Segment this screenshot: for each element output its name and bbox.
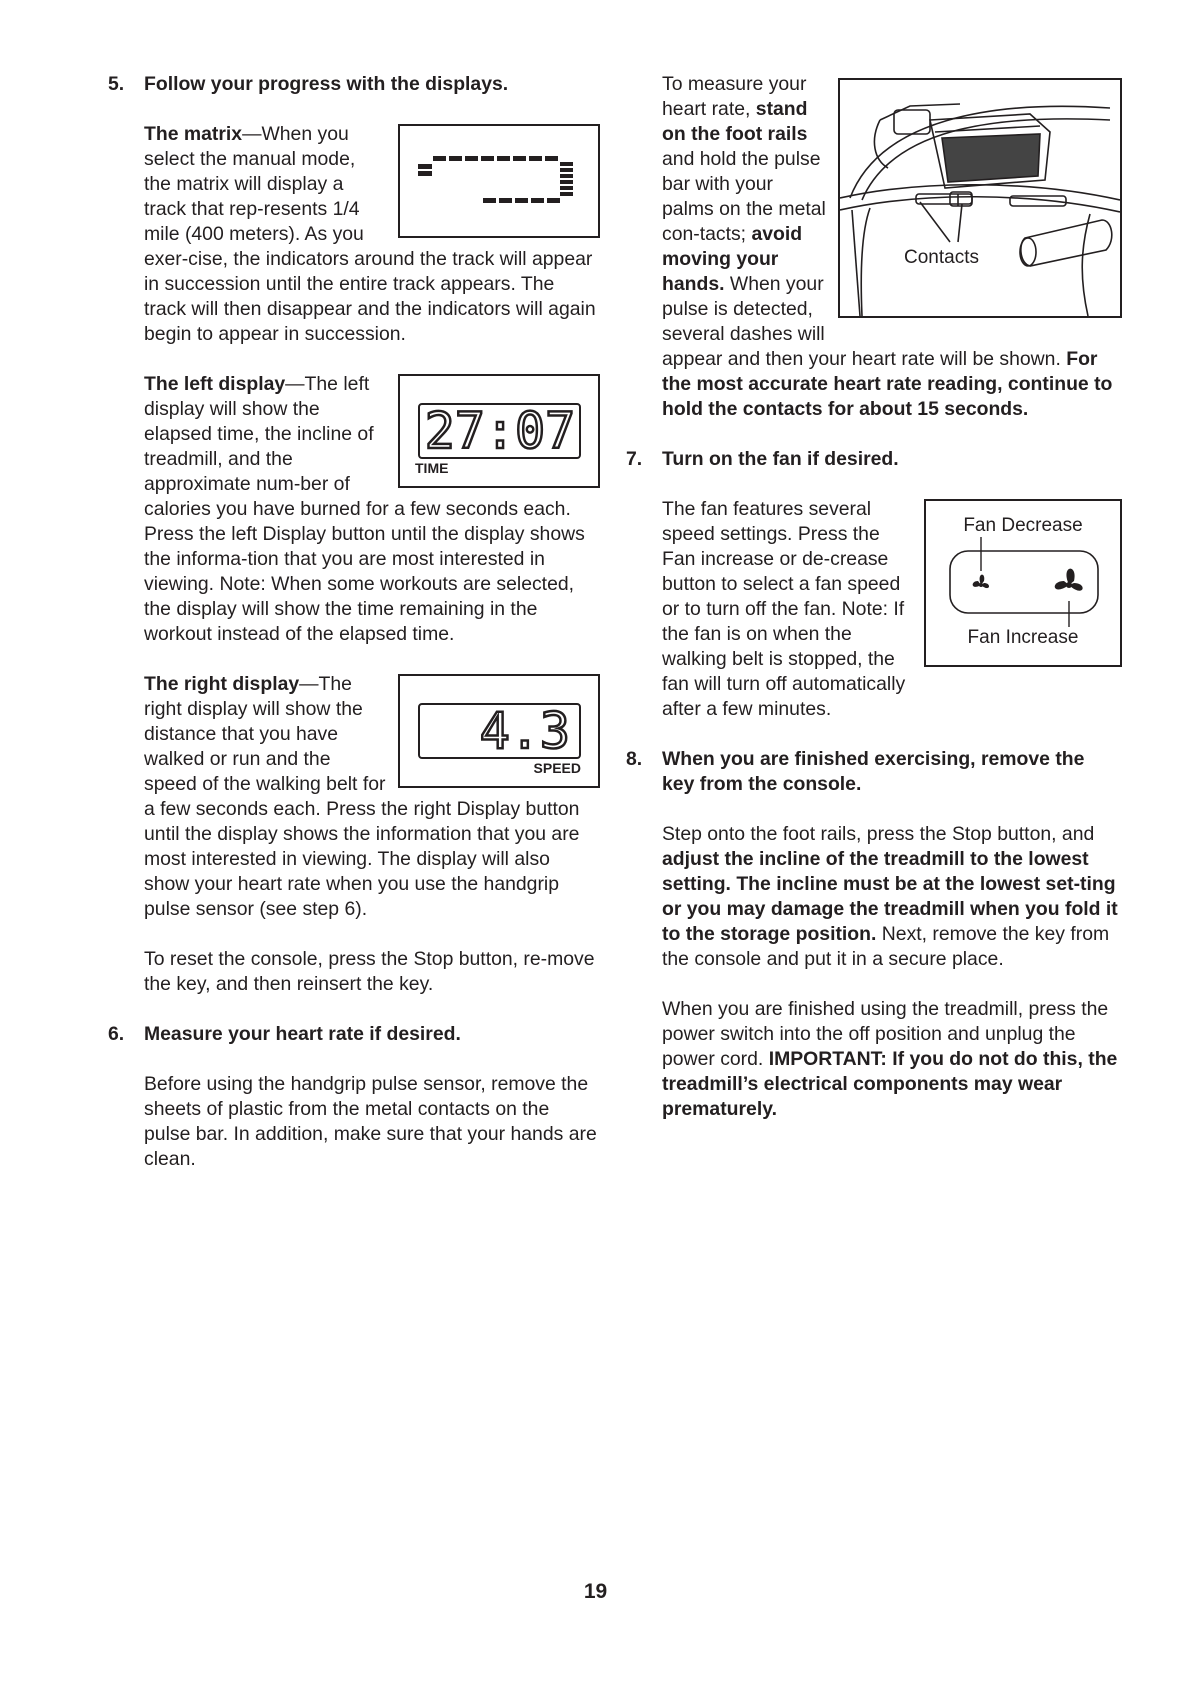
fan-buttons-graphic [926, 501, 1120, 665]
matrix-text: When you select the manual mode, the matrix will display a track that rep-resents 1/4 mile (400 meters). As you exer-cise, the indicators around the track will appear in succession until the entire track appears. The track will then disappear and the indicators will again begin to appear in succession. [144, 123, 596, 345]
fan-button-panel [950, 551, 1098, 613]
contacts-figure [838, 78, 1122, 318]
reset-paragraph: To reset the console, press the Stop button, re-move the key, and then reinsert the key. [144, 948, 595, 995]
step-7-number: 7. [626, 448, 643, 470]
matrix-section [108, 122, 600, 347]
right-display-dash: — [299, 673, 319, 695]
console-illustration [840, 80, 1120, 316]
fan-section [626, 497, 1122, 722]
step-6-paragraph-1: Before using the handgrip pulse sensor, remove the sheets of plastic from the metal contacts on the pulse bar. In addition, make sure that your hands are clean. [144, 1073, 597, 1170]
left-display-figure [398, 374, 600, 488]
step-8-title: When you are finished exercising, remove the key from the console. [662, 748, 1085, 795]
speed-lcd-label: SPEED [533, 760, 581, 776]
step-6-heading [108, 1022, 600, 1047]
right-display-section [108, 672, 600, 922]
matrix-term: The matrix [144, 123, 243, 145]
step-8-heading [626, 747, 1122, 797]
step-7-heading [626, 447, 1122, 472]
left-display-term: The left display [144, 373, 286, 395]
matrix-figure [398, 124, 600, 238]
contacts-label: Contacts [904, 247, 979, 268]
page-number: 19 [583, 1580, 608, 1603]
step-8-paragraph-1 [626, 822, 1122, 972]
right-display-text: The right display will show the distance that you have walked or run and the speed of the walking belt for a few seconds each. Press the right Display button until the display shows the information that you are most interested in viewing. The display will also show your heart rate when you use the handgrip pulse sensor (see step 6). [144, 673, 580, 920]
step-8-p1-a: Step onto the foot rails, press the Stop button, and [662, 823, 1095, 845]
heart-rate-text-e: When your pulse is detected, several dashes will appear and then your heart rate will be shown. [662, 273, 1067, 370]
heart-rate-text-d: avoid moving your hands. [662, 223, 803, 295]
step-8-p1-c: Next, remove the key from the console and put it in a secure place. [662, 923, 1110, 970]
step-8-number: 8. [626, 748, 643, 770]
step-6-number: 6. [108, 1023, 125, 1045]
fan-increase-icon [1055, 569, 1083, 591]
step-6-title: Measure your heart rate if desired. [144, 1023, 461, 1045]
step-5-heading [108, 72, 600, 97]
matrix-dash: — [242, 123, 262, 145]
step-8-paragraph-2 [626, 997, 1122, 1122]
left-display-section [108, 372, 600, 647]
heart-rate-section [626, 72, 1122, 422]
heart-rate-text-c: and hold the pulse bar with your palms on the metal con-tacts; [662, 148, 826, 245]
fan-decrease-icon [973, 575, 989, 589]
heart-rate-text-b: stand on the foot rails [662, 98, 808, 145]
matrix-track-graphic [400, 126, 598, 236]
left-display-text: The left display will show the elapsed time, the incline of treadmill, and the approximate num-ber of calories you have burned for a few seconds each. Press the left Display button until the display shows the informa-tion that you are most interested in viewing. Note: When some workouts are selected, the display will show the time remaining in the workout instead of the elapsed time. [144, 373, 585, 645]
heart-rate-text-a: To measure your heart rate, [662, 73, 807, 120]
right-column [626, 72, 1122, 1122]
step-8-p1-b: adjust the incline of the treadmill to the lowest setting. The incline must be at the lowest set-ting or you may damage the treadmill when you fold it to the storage position. [662, 848, 1118, 945]
fan-figure [924, 499, 1122, 667]
time-lcd-value: 27:07 [424, 402, 576, 460]
step-5-title: Follow your progress with the displays. [144, 73, 509, 95]
time-lcd-label: TIME [415, 460, 449, 476]
step-5-number: 5. [108, 73, 125, 95]
step-7-title: Turn on the fan if desired. [662, 448, 899, 470]
fan-increase-label: Fan Increase [967, 627, 1079, 648]
fan-decrease-label: Fan Decrease [963, 515, 1083, 536]
fan-paragraph: The fan features several speed settings. Press the Fan increase or de-crease button to select a fan speed or to turn off the fan. Note: If the fan is on when the walking belt is stopped, the fan will turn off automatically after a few minutes. [662, 498, 906, 720]
left-column [108, 72, 600, 1172]
step-8-p2-b: IMPORTANT: If you do not do this, the treadmill’s electrical components may wear prematurely. [662, 1048, 1118, 1120]
step-8-p2-a: When you are finished using the treadmill, press the power switch into the off position and unplug the power cord. [662, 998, 1109, 1070]
right-display-figure [398, 674, 600, 788]
speed-lcd-graphic [400, 676, 598, 786]
speed-lcd-value: 4.3 [479, 702, 570, 760]
time-lcd-graphic [400, 376, 598, 486]
left-display-dash: — [285, 373, 305, 395]
right-display-term: The right display [144, 673, 300, 695]
heart-rate-text-f: For the most accurate heart rate reading, continue to hold the contacts for about 15 seconds. [662, 348, 1113, 420]
